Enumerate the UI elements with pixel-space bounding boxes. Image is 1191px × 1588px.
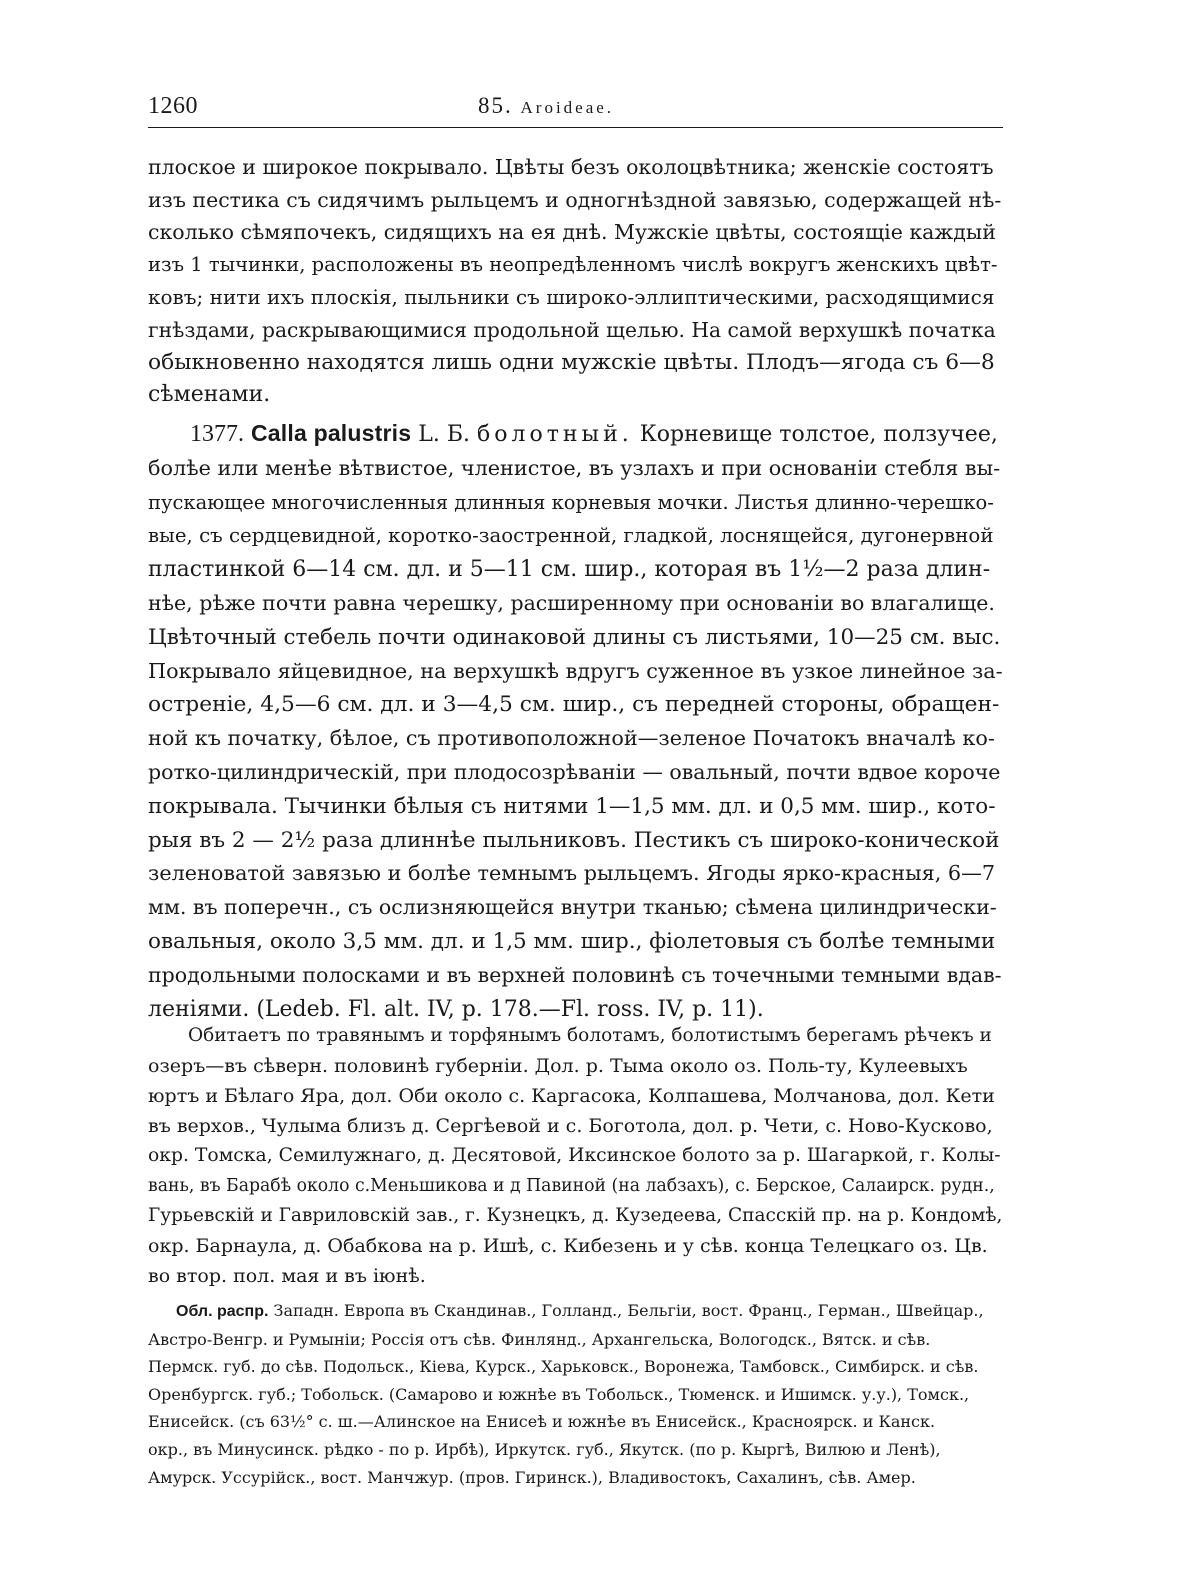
text-line: мм. въ поперечн., съ ослизняющейся внутри тканью; сѣмена цилиндрически- (148, 895, 997, 920)
running-head (478, 93, 614, 119)
text-line: юртъ и Бѣлаго Яра, дол. Оби около с. Каргасока, Колпашева, Молчанова, дол. Кети (148, 1085, 995, 1107)
text-line: Обитаетъ по травянымъ и торфянымъ болотамъ, болотистымъ берегамъ рѣчекъ и (188, 1025, 992, 1046)
text-line: пускающее многочисленныя длинныя корневыя мочки. Листья длинно-черешко- (148, 490, 994, 514)
text-line: Покрывало яйцевидное, на верхушкѣ вдругъ суженное въ узкое линейное за- (148, 658, 1003, 683)
text-line: пластинкой 6—14 см. дл. и 5—11 см. шир., которая въ 1½—2 раза длин- (148, 557, 991, 583)
distribution-label: Обл. распр. (176, 1303, 269, 1320)
text-line: ковъ; нити ихъ плоскія, пыльники съ широко-эллиптическими, расходящимися (148, 285, 995, 310)
family-description (148, 151, 1003, 412)
species-number: 1377. (190, 421, 244, 447)
text-line: леніями. (Ledeb. Fl. alt. IV, p. 178.—Fl. ross. IV, p. 11). (148, 996, 764, 1022)
species-heading-line (148, 417, 1003, 452)
species-latin-name: Calla palustris (251, 420, 412, 446)
text-line: озеръ—въ сѣверн. половинѣ губерніи. Дол. р. Тыма около оз. Поль-ту, Кулеевыхъ (148, 1055, 968, 1077)
text-line: Австро-Венгр. и Румыніи; Россія отъ сѣв. Финлянд., Архангельска, Вологодск., Вятск. и сѣв. (148, 1329, 931, 1349)
text-line: остреніе, 4,5—6 см. дл. и 3—4,5 см. шир., съ передней стороны, обращен- (148, 692, 1000, 718)
running-header (148, 91, 1003, 128)
text-line: изъ пестика съ сидячимъ рыльцемъ и одногнѣздной завязью, содержащей нѣ- (148, 187, 1002, 212)
text-line: окр. Томска, Семилужнаго, д. Десятовой, Иксинское болото за р. Шагаркой, г. Колы- (148, 1145, 1001, 1166)
text-line: Гурьевскій и Гавриловскій зав., г. Кузнецкъ, д. Кузедеева, Спасскій пр. на р. Кондомѣ, (148, 1205, 1003, 1226)
common-name-prefix: Б. (446, 422, 471, 447)
text-line: сколько сѣмяпочекъ, сидящихъ на ея днѣ. Мужскіе цвѣты, состоящіе каждый (148, 220, 996, 245)
distribution-paragraph (148, 1297, 1003, 1491)
distribution-first-line-rest: Западн. Европа въ Скандинав., Голланд., Бельгіи, вост. Франц., Герман., Швейцар., (273, 1301, 984, 1320)
species-first-line-rest: Корневище толстое, ползучее, (639, 422, 998, 447)
text-line: плоское и широкое покрывало. Цвѣты безъ околоцвѣтника; женскіе состоятъ (148, 155, 994, 179)
text-line: ной къ початку, бѣлое, съ противоположной—зеленое Початокъ вначалѣ ко- (148, 726, 995, 751)
text-line: продольными полосками и въ верхней половинѣ съ точечными темными вдав- (148, 962, 1002, 987)
text-line: зеленоватой завязью и болѣе темнымъ рыльцемъ. Ягоды ярко-красныя, 6—7 (148, 861, 996, 886)
text-line: Енисейск. (съ 63½° с. ш.—Алинское на Енисеѣ и южнѣе въ Енисейск., Красноярск. и Канск. (148, 1412, 936, 1432)
species-author: L. (418, 422, 440, 447)
text-line: Цвѣточный стебель почти одинаковой длины съ листьями, 10—25 см. выс. (148, 624, 1001, 650)
text-line: въ верхов., Чулыма близъ д. Сергѣевой и с. Боготола, дол. р. Чети, с. Ново-Кусково, (148, 1115, 993, 1137)
text-line: ротко-цилиндрическій, при плодосозрѣваніи — овальный, почти вдвое короче (148, 759, 1001, 784)
text-line: обыкновенно находятся лишь одни мужскіе цвѣты. Плодъ—ягода съ 6—8 (148, 349, 995, 375)
habitat-paragraph (148, 1021, 1003, 1291)
text-line: вые, съ сердцевидной, коротко-заостренной, гладкой, лоснящейся, дугонервной (148, 524, 994, 548)
text-line: Амурск. Уссурійск., вост. Манчжур. (пров. Гиринск.), Владивостокъ, Сахалинъ, сѣв. Амер. (148, 1467, 916, 1487)
text-line: Пермск. губ. до сѣв. Подольск., Кіева, Курск., Харьковск., Воронежа, Тамбовск., Симбирск. и сѣв. (148, 1357, 979, 1377)
text-line: овальныя, около 3,5 мм. дл. и 1,5 мм. шир., фіолетовыя съ болѣе темными (148, 928, 996, 954)
text-line: окр. Барнаула, д. Обабкова на р. Ишѣ, с. Кибезень и у сѣв. конца Телецкаго оз. Цв. (148, 1235, 988, 1257)
text-line: вань, въ Барабѣ около с.Меньшикова и д Павиной (на лабзахъ), с. Берское, Салаирск. рудн., (148, 1176, 995, 1196)
text-line: изъ 1 тычинки, расположены въ неопредѣленномъ числѣ вокругъ женскихъ цвѣт- (148, 252, 998, 276)
text-line: сѣменами. (148, 382, 271, 408)
distribution-first-line (148, 1297, 1003, 1326)
text-line: покрывала. Тычинки бѣлыя съ нитями 1—1,5 мм. дл. и 0,5 мм. шир., кото- (148, 793, 996, 819)
text-line: Оренбургск. губ.; Тобольск. (Самарово и южнѣе въ Тобольск., Тюменск. и Ишимск. у.у.), Томск., (148, 1384, 970, 1404)
text-line: во втор. пол. мая и въ іюнѣ. (148, 1265, 426, 1287)
text-line: болѣе или менѣе вѣтвистое, членистое, въ узлахъ и при основаніи стебля вы- (148, 455, 1001, 480)
page-number: 1260 (148, 93, 198, 119)
species-common-name: болотный. (477, 422, 633, 447)
text-line: окр., въ Минусинск. рѣдко - по р. Ирбѣ), Иркутск. губ., Якутск. (по р. Кыргѣ, Вилюю и Ленѣ), (148, 1439, 941, 1459)
text-line: нѣе, рѣже почти равна черешку, расширенному при основаніи во влагалище. (148, 590, 995, 615)
family-name: Aroideae. (520, 98, 615, 117)
text-line: рыя въ 2 — 2½ раза длиннѣе пыльниковъ. Пестикъ съ широко-конической (148, 827, 1000, 853)
species-description (148, 417, 1003, 1026)
text-line: гнѣздами, раскрывающимися продольной щелью. На самой верхушкѣ початка (148, 317, 996, 342)
family-number: 85. (478, 93, 513, 118)
